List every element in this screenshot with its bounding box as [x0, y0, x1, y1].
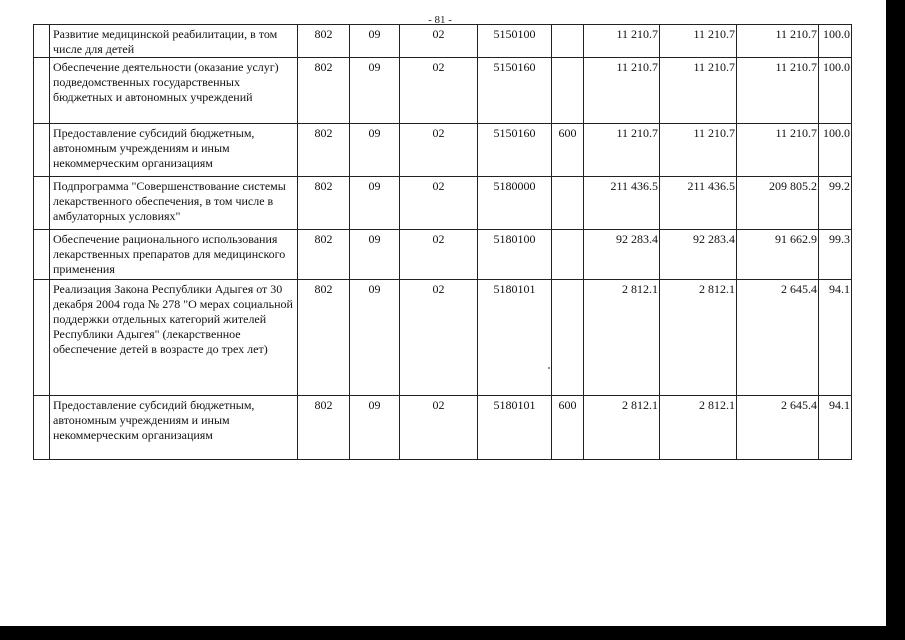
actual-value: 11 210.7	[737, 124, 819, 177]
row-name: Развитие медицинской реабилитации, в том числе для детей	[50, 25, 298, 58]
section-code: 09	[350, 25, 400, 58]
plan2-value: 92 283.4	[660, 230, 737, 280]
target-code: 5150100	[478, 25, 552, 58]
index-cell	[34, 396, 50, 460]
page-number: - 81 -	[428, 14, 452, 26]
expense-type-code	[552, 280, 584, 396]
expense-type-code	[552, 177, 584, 230]
plan1-value: 11 210.7	[584, 58, 660, 124]
table-row	[34, 280, 852, 396]
subsection-code: 02	[400, 25, 478, 58]
table-row	[34, 396, 852, 460]
actual-value: 11 210.7	[737, 25, 819, 58]
plan2-value: 11 210.7	[660, 25, 737, 58]
plan1-value: 2 812.1	[584, 280, 660, 396]
percent-value: 100.0	[819, 124, 852, 177]
scan-border-right	[886, 0, 905, 640]
plan2-value: 2 812.1	[660, 396, 737, 460]
target-code: 5150160	[478, 124, 552, 177]
ministry-code: 802	[298, 58, 350, 124]
index-cell	[34, 124, 50, 177]
section-code: 09	[350, 280, 400, 396]
table-row	[34, 124, 852, 177]
subsection-code: 02	[400, 280, 478, 396]
subsection-code: 02	[400, 58, 478, 124]
scan-speck	[548, 367, 550, 369]
percent-value: 94.1	[819, 280, 852, 396]
row-name: Реализация Закона Республики Адыгея от 30 декабря 2004 года № 278 "О мерах социальной поддержки отдельных категорий жителей Республики Адыгея" (лекарственное обеспечение детей в возрасте до трех лет)	[50, 280, 298, 396]
expense-type-code	[552, 25, 584, 58]
table-body	[34, 25, 852, 460]
percent-value: 100.0	[819, 58, 852, 124]
index-cell	[34, 58, 50, 124]
target-code: 5180101	[478, 280, 552, 396]
row-name: Предоставление субсидий бюджетным, автономным учреждениям и иным некоммерческим организациям	[50, 124, 298, 177]
actual-value: 11 210.7	[737, 58, 819, 124]
section-code: 09	[350, 230, 400, 280]
table-row	[34, 25, 852, 58]
table-row	[34, 230, 852, 280]
index-cell	[34, 230, 50, 280]
section-code: 09	[350, 58, 400, 124]
subsection-code: 02	[400, 124, 478, 177]
expense-type-code	[552, 230, 584, 280]
row-name: Обеспечение деятельности (оказание услуг) подведомственных государственных бюджетных и автономных учреждений	[50, 58, 298, 124]
table-row	[34, 58, 852, 124]
expense-type-code	[552, 58, 584, 124]
target-code: 5150160	[478, 58, 552, 124]
ministry-code: 802	[298, 230, 350, 280]
row-name: Обеспечение рационального использования лекарственных препаратов для медицинского применения	[50, 230, 298, 280]
scan-border-bottom	[0, 626, 905, 640]
ministry-code: 802	[298, 177, 350, 230]
actual-value: 209 805.2	[737, 177, 819, 230]
index-cell	[34, 177, 50, 230]
plan2-value: 2 812.1	[660, 280, 737, 396]
row-name: Подпрограмма "Совершенствование системы лекарственного обеспечения, в том числе в амбулаторных условиях"	[50, 177, 298, 230]
target-code: 5180100	[478, 230, 552, 280]
target-code: 5180000	[478, 177, 552, 230]
percent-value: 100.0	[819, 25, 852, 58]
plan1-value: 2 812.1	[584, 396, 660, 460]
expense-type-code: 600	[552, 124, 584, 177]
index-cell	[34, 25, 50, 58]
ministry-code: 802	[298, 124, 350, 177]
actual-value: 2 645.4	[737, 280, 819, 396]
target-code: 5180101	[478, 396, 552, 460]
plan1-value: 11 210.7	[584, 25, 660, 58]
section-code: 09	[350, 177, 400, 230]
percent-value: 99.2	[819, 177, 852, 230]
actual-value: 91 662.9	[737, 230, 819, 280]
index-cell	[34, 280, 50, 396]
subsection-code: 02	[400, 396, 478, 460]
plan1-value: 92 283.4	[584, 230, 660, 280]
plan1-value: 211 436.5	[584, 177, 660, 230]
expense-type-code: 600	[552, 396, 584, 460]
plan2-value: 11 210.7	[660, 124, 737, 177]
ministry-code: 802	[298, 25, 350, 58]
plan1-value: 11 210.7	[584, 124, 660, 177]
plan2-value: 211 436.5	[660, 177, 737, 230]
plan2-value: 11 210.7	[660, 58, 737, 124]
ministry-code: 802	[298, 280, 350, 396]
actual-value: 2 645.4	[737, 396, 819, 460]
ministry-code: 802	[298, 396, 350, 460]
row-name: Предоставление субсидий бюджетным, автономным учреждениям и иным некоммерческим организациям	[50, 396, 298, 460]
table-row	[34, 177, 852, 230]
section-code: 09	[350, 124, 400, 177]
subsection-code: 02	[400, 177, 478, 230]
budget-table	[33, 24, 852, 460]
percent-value: 94.1	[819, 396, 852, 460]
subsection-code: 02	[400, 230, 478, 280]
section-code: 09	[350, 396, 400, 460]
percent-value: 99.3	[819, 230, 852, 280]
